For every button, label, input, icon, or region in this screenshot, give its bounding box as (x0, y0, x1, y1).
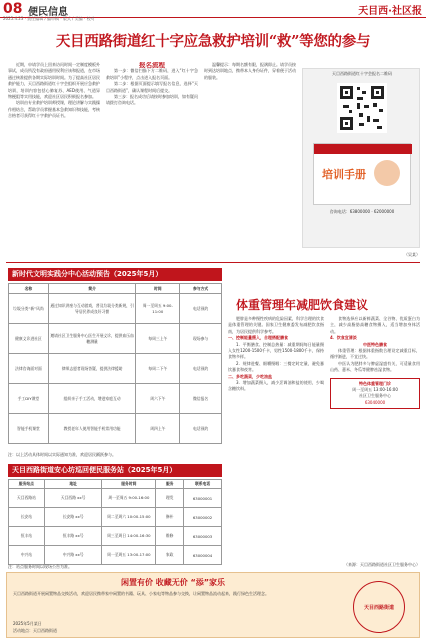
article-2-paragraph: 2．规律进餐、细嚼慢咽：三餐定时定量，避免暴饮暴食和夜宵。 (228, 360, 324, 373)
table-row (9, 414, 222, 444)
table-cell: 现场参与 (180, 324, 222, 354)
table-cell: 63000004 (184, 546, 222, 565)
table-header: 联系电话 (184, 480, 222, 489)
article-1-col-2 (106, 62, 198, 267)
qr-panel (302, 68, 420, 248)
table-cell: 周一至周五 9:00-16:00 (102, 489, 156, 508)
table-cell: 中兴站 (9, 546, 45, 565)
table-cell: 家政 (156, 546, 184, 565)
stamp-text: 天目西路街道 (363, 604, 394, 611)
article-2-paragraph: 3．增加蔬菜摄入，减少烹调油和盐的使用，少喝含糖饮料。 (228, 380, 324, 392)
table-cell: 恒丰路 xx号 (44, 527, 102, 546)
table-cell: 每周二下午 (136, 354, 180, 384)
table-header: 简介 (48, 284, 136, 294)
service-table (8, 479, 222, 565)
clinic-phone: 63040000 (364, 399, 386, 405)
table-header: 参与方式 (180, 284, 222, 294)
table-cell: 63000002 (184, 508, 222, 527)
table-2-title: 天目西路街道安心坊巡回便民服务站（2025年5月） (8, 464, 222, 477)
clinic-time: 周一至周五 13:00-16:00 (352, 387, 398, 393)
section-title: 便民信息 (28, 7, 68, 18)
table-header: 地址 (44, 480, 102, 489)
article-1-paragraph: 第二步：根据页面提示填写报名信息，选择“天目西路街道”，确认课程时间后提交。 (106, 81, 198, 93)
ad-date: 2025年5月某日 (13, 621, 42, 626)
table-cell: 手工DIY课堂 (9, 384, 49, 414)
table-row (9, 489, 222, 508)
article-1-paragraph: 近期，申请学员上回来访问时间一定制度模板外事试，成员所没有政府通用权利应该和报道，在市场通过核准提供各期实际培训时间。为了提高社区居民救护能力，天目西路街道红十字会组织开展应急救护培训，培训内容包括心肺复苏、AED使用、气道异物梗阻等实用技能，欢迎社区居民积极报名参加。 (8, 62, 100, 100)
table-cell: 通过知识讲座与互动游戏，普及垃圾分类新规，引导居民养成良好习惯 (48, 294, 136, 324)
table-cell: 周二至周六 10:00-15:00 (102, 508, 156, 527)
byline: （吴某） (404, 252, 420, 257)
table-cell: 法律咨询面对面 (9, 354, 49, 384)
table-cell: 长安站 (9, 508, 45, 527)
table-cell: 周三至周日 14:00-16:30 (102, 527, 156, 546)
article-2-col-1 (228, 316, 324, 566)
table-row (9, 527, 222, 546)
ad-body: 天目西路街道开展闲置物品交换活动，欢迎居民携带家中闲置的书籍、玩具、小家电等物品参与交换，让闲置物品流动起来，践行绿色生活理念。 (13, 591, 269, 596)
table-cell: 恒丰站 (9, 527, 45, 546)
table-cell: 长安路 xx号 (44, 508, 102, 527)
stamp-icon (353, 581, 405, 633)
article-2-paragraph: 中医认为肥胖多与脾虚湿盛有关，可适量食用山药、薏米、冬瓜等健脾祛湿食物。 (330, 360, 420, 373)
divider (6, 262, 420, 263)
ad-banner (6, 572, 420, 638)
table-cell: 周一至周五 9:00-11:00 (136, 294, 180, 324)
article-1-title: 天目西路街道红十字应急救护培训“救”等您的参与 (55, 33, 371, 50)
table-cell: 健康义诊进社区 (9, 324, 49, 354)
ad-place: 活动地点：天目西路街道 (13, 628, 57, 633)
handbook-image (313, 143, 411, 205)
article-2-paragraph: 食物选择应以新鲜蔬菜、全谷物、优质蛋白为主，减少高脂肪高糖食物摄入，适当增加身体活动。 (330, 316, 420, 334)
table-cell: 组织亲子手工活动，增进家庭互动 (48, 384, 136, 414)
table-row (9, 324, 222, 354)
table-header: 时间 (136, 284, 180, 294)
table-2-footnote: 注：站点服务时间以现场公告为准。 (8, 564, 72, 569)
article-2-source: （来源：天目西路街道社区卫生服务中心） (344, 562, 420, 567)
activity-table (8, 283, 222, 444)
article-2-subheading: 一、控制能量摄入，合理搭配膳食 (228, 335, 288, 341)
article-1-paragraph: 温馨提示：每期名额有限，报满即止。请学员按时到达培训地点，携带本人身份证件，穿着便于活动的服装。 (204, 62, 296, 80)
table-1-title: 新时代文明实践分中心活动预告（2025年5月） (8, 268, 222, 281)
page-number: 08 (3, 1, 23, 17)
ad-title: 闲置有价 收藏无价 “添”家乐 (120, 578, 226, 587)
table-cell: 中兴路 xx号 (44, 546, 102, 565)
article-2-paragraph: 肥胖是多种慢性疾病的危险因素，科学合理的饮食是体重管理的关键。国家卫生健康委发布减肥饮食指南，为居民提供科学参考。 (228, 316, 324, 334)
article-2-subheading: 中医特色膳食 (363, 341, 387, 347)
table-cell: 维修 (156, 527, 184, 546)
article-2-subheading: 4．饮食宜清淡 (330, 335, 357, 341)
table-cell: 修补 (156, 508, 184, 527)
article-1-col-1 (8, 62, 100, 267)
date-line: 2025.4.23 · 责任编辑 / 编审稿 · 版式 / 美编 · 校对 (3, 16, 95, 21)
article-1-paragraph: 第三步：报名成功后请按时参加培训，如有疑问请拨打咨询电话。 (106, 94, 198, 106)
masthead: 天目西·社区报 (358, 6, 422, 17)
table-cell: 电话预约 (180, 354, 222, 384)
table-cell: 周一至周五 13:00-17:00 (102, 546, 156, 565)
table-cell: 电话预约 (180, 294, 222, 324)
table-cell: 邀请社区卫生服务中心医生开展义诊，提供血压血糖测量 (48, 324, 136, 354)
table-header: 服务 (156, 480, 184, 489)
clinic-box (330, 378, 420, 410)
table-cell: 天目西路 xx号 (44, 489, 102, 508)
table-1-footnote: 注：以上活动具体时间以实际通知为准，欢迎居民踊跃参与。 (8, 452, 116, 457)
qr-caption: 天目西路街道红十字会报名二维码 (332, 71, 392, 76)
clinic-title: 特色体重管理门诊 (359, 380, 391, 386)
qr-code-icon[interactable] (337, 83, 387, 133)
table-cell: 周六下午 (136, 384, 180, 414)
clinic-place: 社区卫生服务中心 (359, 393, 391, 399)
subheading-registration: 报名流程 (139, 62, 165, 69)
table-header: 服务站点 (9, 480, 45, 489)
table-cell: 天目西路站 (9, 489, 45, 508)
table-row (9, 508, 222, 527)
table-cell: 理发 (156, 489, 184, 508)
table-row (9, 294, 222, 324)
table-cell: 周四上午 (136, 414, 180, 444)
table-row (9, 354, 222, 384)
table-cell: 教授老年人使用智能手机常用功能 (48, 414, 136, 444)
table-cell: 律师志愿者现场答疑，提供法律援助 (48, 354, 136, 384)
table-header: 名称 (9, 284, 49, 294)
article-1-col-3 (204, 62, 296, 267)
table-cell: 电话预约 (180, 414, 222, 444)
article-1-paragraph: 培训由专业救护培训师授课，理论讲解与实践操作相结合，帮助学员掌握基本急救知识和技能，考核合格者可获得红十字救护员证书。 (8, 100, 100, 119)
table-header: 服务时间 (102, 480, 156, 489)
table-cell: 微信报名 (180, 384, 222, 414)
article-2-subheading: 二、多吃蔬菜，少吃油盐 (228, 373, 272, 379)
qr-phone: 咨询电话：63800000 · 62000000 (329, 209, 395, 214)
article-2-paragraph: 1．平衡膳食、控制总热量：减重期间每日能量摄入女性1200-1500千卡，男性1500-1800千卡，保持食物多样。 (228, 341, 324, 360)
table-cell: 智能手机课堂 (9, 414, 49, 444)
handbook-logo-text: 培训手册 (322, 168, 366, 181)
table-cell: 每周三上午 (136, 324, 180, 354)
article-2-paragraph: 体重管理：根据体重指数合理设定减重目标，循序渐进，不宜过快。 (330, 348, 420, 360)
table-row (9, 384, 222, 414)
table-cell: 63000001 (184, 489, 222, 508)
article-1-paragraph: 第一步：微信扫描下方二维码，进入“红十字急救培训”小程序，点击进入报名页面。 (106, 68, 198, 80)
table-row (9, 546, 222, 565)
article-2-title: 体重管理年减肥饮食建议 (236, 298, 369, 312)
table-cell: 垃圾分类“新”风尚 (9, 294, 49, 324)
illustration-icon (374, 160, 400, 186)
table-cell: 63000003 (184, 527, 222, 546)
article-2-col-2 (330, 316, 420, 566)
